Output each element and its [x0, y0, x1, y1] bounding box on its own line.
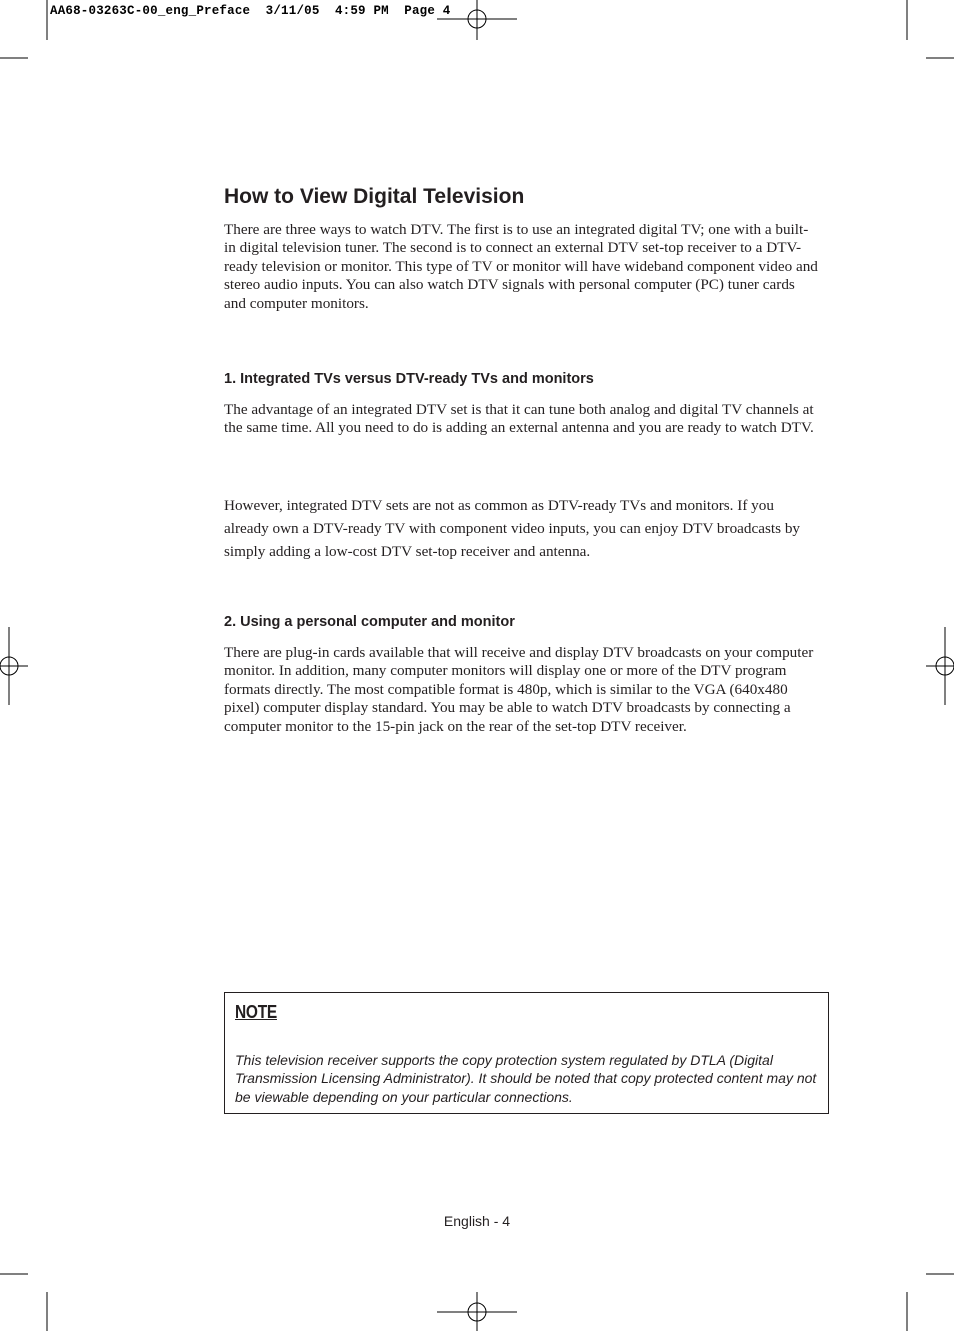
registration-mark-left	[0, 627, 28, 705]
section1-paragraph-1: The advantage of an integrated DTV set is that it can tune both analog and digital TV channels at the same time. All you need to do is adding an external antenna and you are ready to watch DTV.	[224, 401, 814, 437]
print-slug-line: AA68-03263C-00_eng_Preface 3/11/05 4:59 PM Page 4	[50, 4, 451, 18]
intro-paragraph: There are three ways to watch DTV. The first is to use an integrated digital TV; one with a built-in digital television tuner. The second is to connect an external DTV set-top receiver to a DTV-ready television or monitor. This type of TV or monitor will have wideband component video and stereo audio inputs. You can also watch DTV signals with personal computer (PC) tuner cards and computer monitors.	[224, 221, 818, 312]
page-footer: English - 4	[443, 1213, 511, 1229]
section2-heading: 2. Using a personal computer and monitor	[224, 614, 515, 630]
note-box	[224, 992, 829, 1114]
registration-mark-right	[926, 627, 954, 705]
section1-heading: 1. Integrated TVs versus DTV-ready TVs and monitors	[224, 371, 594, 387]
note-text: This television receiver supports the copy protection system regulated by DTLA (Digital Transmission Licensing Administrator). It should be noted that copy protected content may not be viewable depending on your particular connections.	[235, 1052, 817, 1105]
section1-paragraph-2: However, integrated DTV sets are not as common as DTV-ready TVs and monitors. If you already own a DTV-ready TV with component video inputs, you can enjoy DTV broadcasts by simply adding a low-cost DTV set-top receiver and antenna.	[224, 497, 801, 560]
section2-paragraph-1: There are plug-in cards available that will receive and display DTV broadcasts on your computer monitor. In addition, many computer monitors will display one or more of the DTV program formats directly. The most compatible format is 480p, which is similar to the VGA (640x480 pixel) computer display standard. You may be able to watch DTV broadcasts by connecting a computer monitor to the 15-pin jack on the rear of the set-top DTV receiver.	[224, 644, 814, 735]
note-title: NOTE	[235, 1002, 277, 1022]
page-title: How to View Digital Television	[224, 185, 525, 208]
registration-mark-bottom	[437, 1292, 517, 1331]
